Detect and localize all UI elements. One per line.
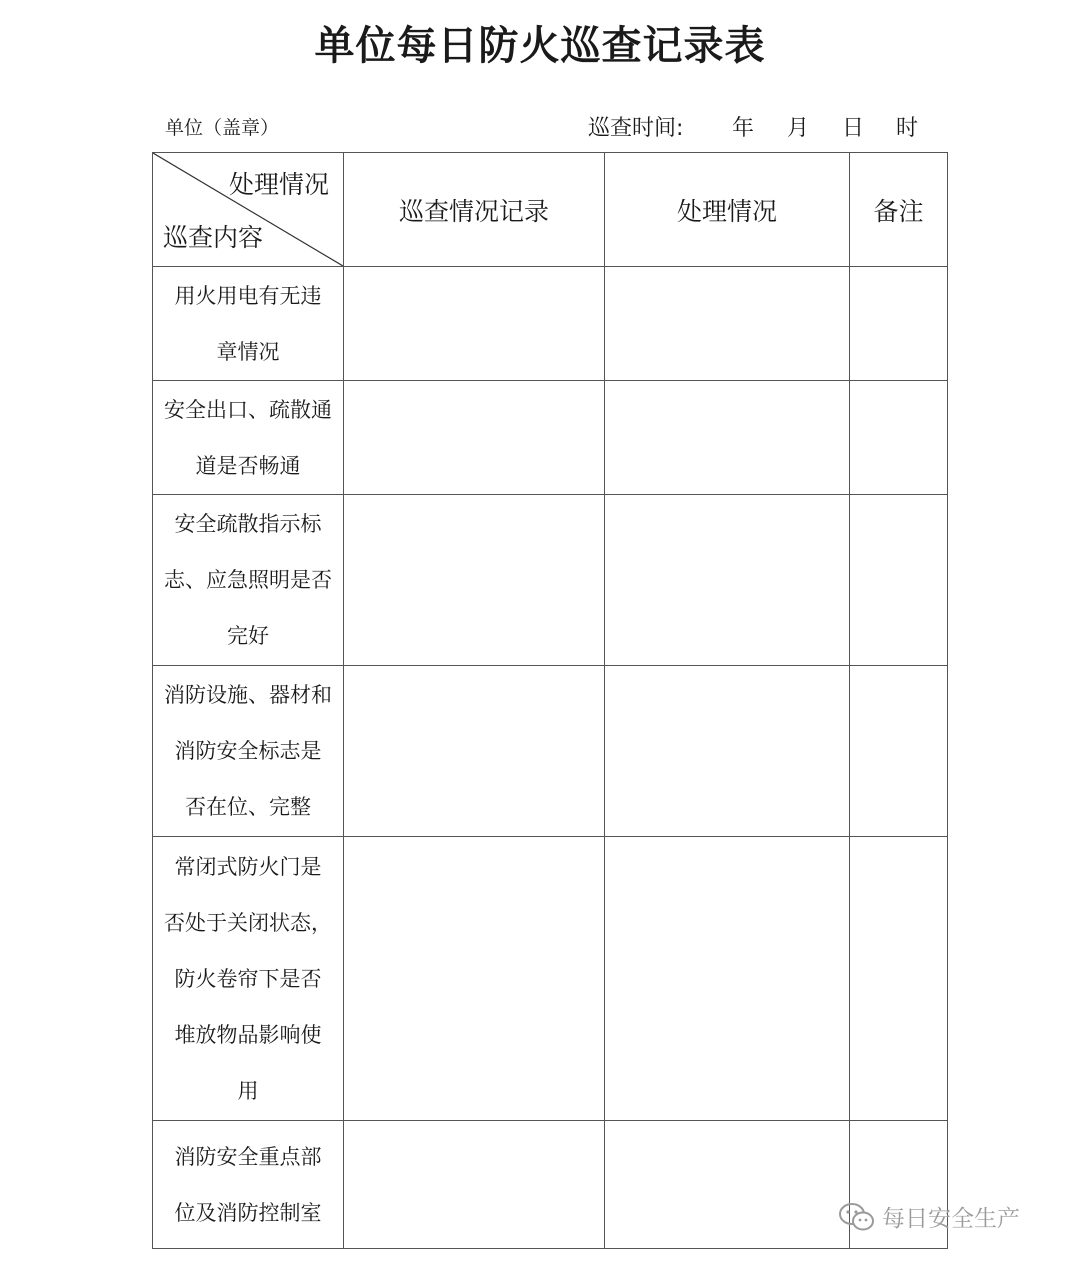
handling-cell[interactable] bbox=[605, 666, 850, 837]
inspection-item-line: 用火用电有无违 bbox=[174, 283, 322, 308]
remark-cell[interactable] bbox=[850, 837, 948, 1121]
inspection-item-line: 安全疏散指示标 bbox=[174, 512, 322, 536]
inspection-item-line: 位及消防控制室 bbox=[174, 1200, 322, 1225]
inspection-item-line: 志、应急照明是否 bbox=[164, 568, 332, 592]
time-month: 月 bbox=[787, 116, 810, 141]
remark-cell[interactable] bbox=[850, 666, 948, 837]
table-row bbox=[153, 1121, 948, 1249]
table-row bbox=[153, 381, 948, 495]
handling-cell[interactable] bbox=[605, 837, 850, 1121]
inspection-item-line: 安全出口、疏散通 bbox=[164, 397, 332, 422]
inspection-item-line: 防火卷帘下是否 bbox=[174, 966, 322, 991]
inspection-item-line: 消防安全标志是 bbox=[174, 739, 322, 763]
table-row bbox=[153, 666, 948, 837]
record-cell[interactable] bbox=[344, 666, 605, 837]
inspection-item-line: 用 bbox=[237, 1078, 259, 1103]
watermark-text: 每日安全生产 bbox=[882, 1206, 1020, 1232]
time-day: 日 bbox=[842, 116, 865, 141]
inspection-table bbox=[152, 152, 948, 1249]
inspection-item bbox=[153, 666, 344, 837]
inspection-item-line: 否在位、完整 bbox=[185, 795, 311, 819]
header-row bbox=[153, 153, 948, 267]
inspection-item bbox=[153, 381, 344, 495]
table-row bbox=[153, 267, 948, 381]
inspection-item-line: 消防设施、器材和 bbox=[164, 683, 332, 707]
table-row bbox=[153, 495, 948, 666]
inspection-item-line: 消防安全重点部 bbox=[174, 1144, 322, 1169]
diagonal-header-cell bbox=[153, 153, 344, 267]
diag-header-content: 巡查内容 bbox=[163, 223, 264, 252]
remark-cell[interactable] bbox=[850, 495, 948, 666]
header-record: 巡查情况记录 bbox=[344, 153, 605, 267]
time-year: 年 bbox=[732, 116, 755, 141]
watermark bbox=[838, 1200, 1020, 1233]
header-remark: 备注 bbox=[850, 153, 948, 267]
page-title: 单位每日防火巡查记录表 bbox=[314, 23, 766, 69]
diag-header-handling: 处理情况 bbox=[228, 170, 329, 199]
inspection-item-line: 道是否畅通 bbox=[195, 453, 301, 478]
unit-label: 单位（盖章） bbox=[165, 117, 280, 139]
record-cell[interactable] bbox=[344, 837, 605, 1121]
inspection-time-label: 巡查时间: bbox=[588, 116, 684, 141]
handling-cell[interactable] bbox=[605, 381, 850, 495]
header-handling: 处理情况 bbox=[605, 153, 850, 267]
handling-cell[interactable] bbox=[605, 267, 850, 381]
handling-cell[interactable] bbox=[605, 1121, 850, 1249]
inspection-item bbox=[153, 837, 344, 1121]
inspection-item-line: 堆放物品影响使 bbox=[174, 1022, 322, 1047]
inspection-item bbox=[153, 1121, 344, 1249]
record-cell[interactable] bbox=[344, 381, 605, 495]
inspection-item-line: 否处于关闭状态， bbox=[164, 910, 332, 935]
inspection-item-line: 完好 bbox=[227, 624, 269, 648]
record-cell[interactable] bbox=[344, 1121, 605, 1249]
inspection-item bbox=[153, 267, 344, 381]
table-row bbox=[153, 837, 948, 1121]
record-cell[interactable] bbox=[344, 495, 605, 666]
inspection-item bbox=[153, 495, 344, 666]
handling-cell[interactable] bbox=[605, 495, 850, 666]
remark-cell[interactable] bbox=[850, 381, 948, 495]
inspection-item-line: 章情况 bbox=[216, 339, 280, 364]
time-hour: 时 bbox=[896, 116, 919, 141]
remark-cell[interactable] bbox=[850, 267, 948, 381]
record-cell[interactable] bbox=[344, 267, 605, 381]
inspection-item-line: 常闭式防火门是 bbox=[174, 854, 322, 879]
wechat-icon bbox=[838, 1202, 876, 1232]
